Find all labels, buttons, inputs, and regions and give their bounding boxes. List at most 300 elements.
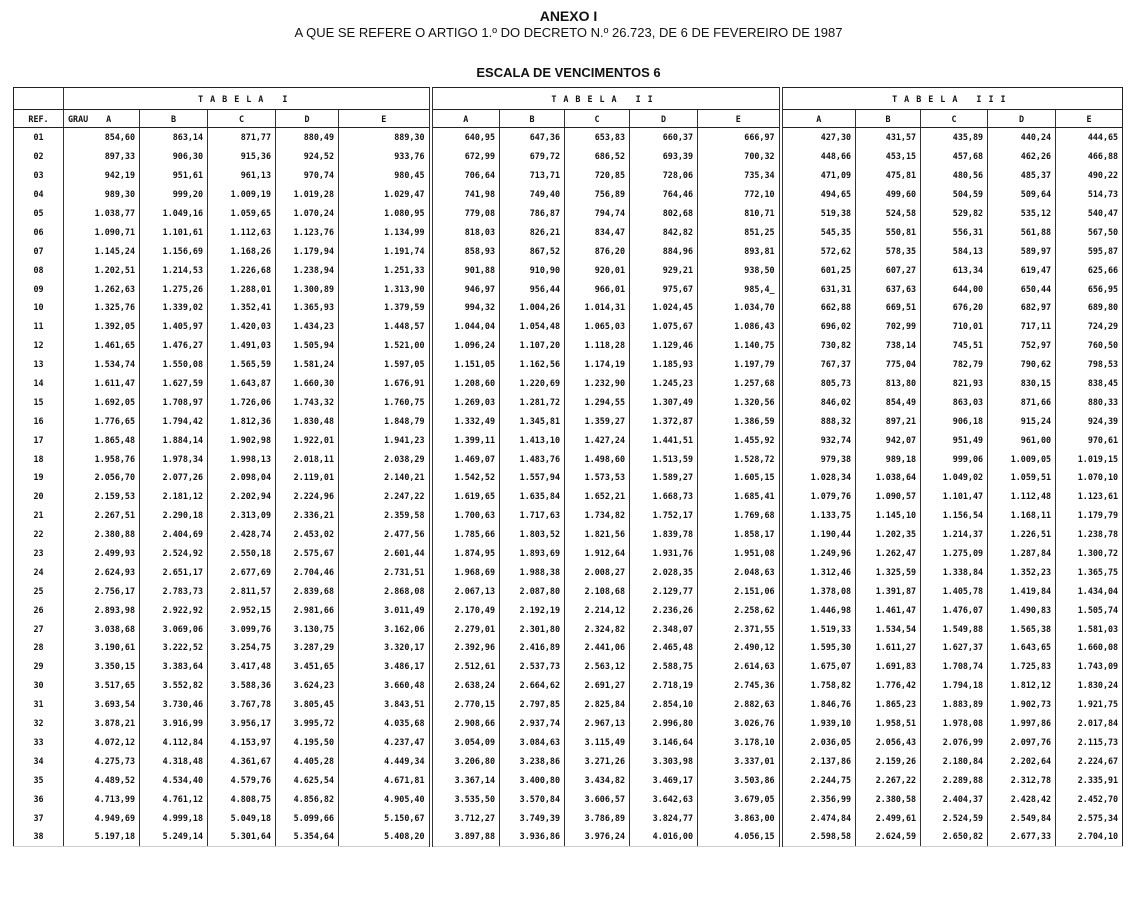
value-cell: 2.224,96 (276, 487, 339, 506)
value-cell: 2.465,48 (630, 638, 698, 657)
ref-cell: 18 (14, 449, 64, 468)
table-body (14, 128, 1123, 847)
value-cell: 2.588,75 (630, 657, 698, 676)
value-cell: 2.129,77 (630, 581, 698, 600)
value-cell: 1.208,60 (431, 374, 500, 393)
value-cell: 619,47 (988, 260, 1056, 279)
value-cell: 2.348,07 (630, 619, 698, 638)
value-cell: 1.129,46 (630, 336, 698, 355)
value-cell: 1.534,54 (856, 619, 921, 638)
value-cell: 738,14 (856, 336, 921, 355)
value-cell: 453,15 (856, 147, 921, 166)
value-cell: 1.419,84 (988, 581, 1056, 600)
value-cell: 1.565,59 (208, 355, 276, 374)
table-group-header-row (14, 88, 1123, 110)
table-row (14, 676, 1123, 695)
value-cell: 2.839,68 (276, 581, 339, 600)
table-row (14, 487, 1123, 506)
value-cell: 1.921,75 (1056, 695, 1123, 714)
value-cell: 1.123,76 (276, 222, 339, 241)
value-cell: 2.664,62 (500, 676, 565, 695)
column-header: B (856, 110, 921, 128)
value-cell: 1.498,60 (565, 449, 630, 468)
value-cell: 846,02 (781, 392, 856, 411)
value-cell: 4.856,82 (276, 789, 339, 808)
value-cell: 1.345,81 (500, 411, 565, 430)
table-row (14, 733, 1123, 752)
value-cell: 660,37 (630, 128, 698, 147)
value-cell: 2.952,15 (208, 600, 276, 619)
value-cell: 1.676,91 (339, 374, 431, 393)
value-cell: 1.865,23 (856, 695, 921, 714)
value-cell: 2.441,06 (565, 638, 630, 657)
value-cell: 2.359,58 (339, 506, 431, 525)
value-cell: 1.528,72 (698, 449, 781, 468)
value-cell: 1.893,69 (500, 544, 565, 563)
value-cell: 480,56 (921, 166, 988, 185)
value-cell: 2.882,63 (698, 695, 781, 714)
ref-cell: 11 (14, 317, 64, 336)
ref-cell: 03 (14, 166, 64, 185)
value-cell: 1.420,03 (208, 317, 276, 336)
value-cell: 1.922,01 (276, 430, 339, 449)
value-cell: 3.451,65 (276, 657, 339, 676)
value-cell: 1.338,84 (921, 562, 988, 581)
value-cell: 5.301,64 (208, 827, 276, 846)
value-cell: 2.981,66 (276, 600, 339, 619)
value-cell: 1.611,27 (856, 638, 921, 657)
value-cell: 1.505,94 (276, 336, 339, 355)
value-cell: 713,71 (500, 166, 565, 185)
value-cell: 2.524,92 (140, 544, 208, 563)
value-cell: 1.752,17 (630, 506, 698, 525)
value-cell: 2.076,99 (921, 733, 988, 752)
value-cell: 1.112,63 (208, 222, 276, 241)
value-cell: 1.941,23 (339, 430, 431, 449)
value-cell: 1.245,23 (630, 374, 698, 393)
value-cell: 893,81 (698, 241, 781, 260)
value-cell: 2.614,63 (698, 657, 781, 676)
table-row (14, 619, 1123, 638)
value-cell: 3.843,51 (339, 695, 431, 714)
value-cell: 2.180,84 (921, 751, 988, 770)
value-cell: 805,73 (781, 374, 856, 393)
value-cell: 1.589,27 (630, 468, 698, 487)
column-header: A (431, 110, 500, 128)
table-row (14, 789, 1123, 808)
value-cell: 2.512,61 (431, 657, 500, 676)
value-cell: 1.491,03 (208, 336, 276, 355)
value-cell: 1.372,87 (630, 411, 698, 430)
value-cell: 1.075,67 (630, 317, 698, 336)
value-cell: 2.038,29 (339, 449, 431, 468)
value-cell: 2.159,53 (64, 487, 140, 506)
value-cell: 1.821,56 (565, 525, 630, 544)
value-cell: 2.575,67 (276, 544, 339, 563)
value-cell: 4.761,12 (140, 789, 208, 808)
value-cell: 1.065,03 (565, 317, 630, 336)
value-cell: 2.140,21 (339, 468, 431, 487)
value-cell: 666,97 (698, 128, 781, 147)
value-cell: 1.794,42 (140, 411, 208, 430)
value-cell: 440,24 (988, 128, 1056, 147)
value-cell: 1.307,49 (630, 392, 698, 411)
value-cell: 2.691,27 (565, 676, 630, 695)
value-cell: 756,89 (565, 185, 630, 204)
value-cell: 1.505,74 (1056, 600, 1123, 619)
table-row (14, 374, 1123, 393)
value-cell: 1.220,69 (500, 374, 565, 393)
table-row (14, 241, 1123, 260)
value-cell: 5.099,66 (276, 808, 339, 827)
value-cell: 1.743,32 (276, 392, 339, 411)
value-cell: 1.004,26 (500, 298, 565, 317)
value-cell: 578,35 (856, 241, 921, 260)
value-cell: 2.380,88 (64, 525, 140, 544)
value-cell: 915,24 (988, 411, 1056, 430)
value-cell: 854,49 (856, 392, 921, 411)
value-cell: 3.271,26 (565, 751, 630, 770)
value-cell: 1.379,59 (339, 298, 431, 317)
value-cell: 3.660,48 (339, 676, 431, 695)
value-cell: 1.107,20 (500, 336, 565, 355)
ref-cell: 17 (14, 430, 64, 449)
value-cell: 1.839,78 (630, 525, 698, 544)
value-cell: 1.405,78 (921, 581, 988, 600)
column-header: E (698, 110, 781, 128)
value-cell: 3.749,39 (500, 808, 565, 827)
table-row (14, 392, 1123, 411)
value-cell: 2.159,26 (856, 751, 921, 770)
value-cell: 1.024,45 (630, 298, 698, 317)
value-cell: 1.191,74 (339, 241, 431, 260)
table-row (14, 279, 1123, 298)
value-cell: 1.275,09 (921, 544, 988, 563)
value-cell: 3.863,00 (698, 808, 781, 827)
value-cell: 1.874,95 (431, 544, 500, 563)
value-cell: 942,07 (856, 430, 921, 449)
value-cell: 2.380,58 (856, 789, 921, 808)
value-cell: 741,98 (431, 185, 500, 204)
value-cell: 1.275,26 (140, 279, 208, 298)
value-cell: 5.049,18 (208, 808, 276, 827)
column-header: E (339, 110, 431, 128)
table-row (14, 317, 1123, 336)
value-cell: 631,31 (781, 279, 856, 298)
value-cell: 924,39 (1056, 411, 1123, 430)
value-cell: 1.700,63 (431, 506, 500, 525)
value-cell: 1.059,51 (988, 468, 1056, 487)
value-cell: 1.179,79 (1056, 506, 1123, 525)
value-cell: 2.524,59 (921, 808, 988, 827)
value-cell: 1.251,33 (339, 260, 431, 279)
table-row (14, 260, 1123, 279)
value-cell: 2.170,49 (431, 600, 500, 619)
value-cell: 4.153,97 (208, 733, 276, 752)
value-cell: 607,27 (856, 260, 921, 279)
value-cell: 4.579,76 (208, 770, 276, 789)
value-cell: 4.112,84 (140, 733, 208, 752)
ref-cell: 34 (14, 751, 64, 770)
value-cell: 2.499,61 (856, 808, 921, 827)
value-cell: 3.693,54 (64, 695, 140, 714)
value-cell: 1.168,26 (208, 241, 276, 260)
value-cell: 745,51 (921, 336, 988, 355)
value-cell: 514,73 (1056, 185, 1123, 204)
ref-cell: 26 (14, 600, 64, 619)
value-cell: 676,20 (921, 298, 988, 317)
ref-cell: 10 (14, 298, 64, 317)
value-cell: 1.101,61 (140, 222, 208, 241)
value-cell: 5.408,20 (339, 827, 431, 846)
value-cell: 989,30 (64, 185, 140, 204)
value-cell: 4.361,67 (208, 751, 276, 770)
value-cell: 3.956,17 (208, 714, 276, 733)
grau-label: GRAU (68, 113, 89, 124)
value-cell: 1.461,65 (64, 336, 140, 355)
value-cell: 1.883,89 (921, 695, 988, 714)
value-cell: 466,88 (1056, 147, 1123, 166)
value-cell: 842,82 (630, 222, 698, 241)
value-cell: 779,08 (431, 204, 500, 223)
value-cell: 2.650,82 (921, 827, 988, 846)
value-cell: 524,58 (856, 204, 921, 223)
value-cell: 1.968,69 (431, 562, 500, 581)
value-cell: 2.258,62 (698, 600, 781, 619)
value-cell: 519,38 (781, 204, 856, 223)
value-cell: 2.996,80 (630, 714, 698, 733)
value-cell: 1.776,65 (64, 411, 140, 430)
ref-cell: 28 (14, 638, 64, 657)
value-cell: 1.059,65 (208, 204, 276, 223)
value-cell: 2.371,55 (698, 619, 781, 638)
value-cell: 871,77 (208, 128, 276, 147)
value-cell: 1.133,75 (781, 506, 856, 525)
value-cell: 1.660,08 (1056, 638, 1123, 657)
value-cell: 3.916,99 (140, 714, 208, 733)
value-cell: 572,62 (781, 241, 856, 260)
value-cell: 1.086,43 (698, 317, 781, 336)
ref-cell: 20 (14, 487, 64, 506)
value-cell: 3.417,48 (208, 657, 276, 676)
value-cell: 717,11 (988, 317, 1056, 336)
value-cell: 3.115,49 (565, 733, 630, 752)
value-cell: 1.070,24 (276, 204, 339, 223)
value-cell: 2.651,17 (140, 562, 208, 581)
value-cell: 720,85 (565, 166, 630, 185)
value-cell: 938,50 (698, 260, 781, 279)
value-cell: 535,12 (988, 204, 1056, 223)
value-cell: 1.427,24 (565, 430, 630, 449)
salary-scale-table (13, 87, 1123, 847)
value-cell: 3.642,63 (630, 789, 698, 808)
value-cell: 1.978,34 (140, 449, 208, 468)
ref-cell: 02 (14, 147, 64, 166)
value-cell: 1.476,27 (140, 336, 208, 355)
value-cell: 462,26 (988, 147, 1056, 166)
value-cell: 749,40 (500, 185, 565, 204)
value-cell: 1.635,84 (500, 487, 565, 506)
value-cell: 550,81 (856, 222, 921, 241)
value-cell: 601,25 (781, 260, 856, 279)
table-row (14, 714, 1123, 733)
value-cell: 2.392,96 (431, 638, 500, 657)
value-cell: 1.392,05 (64, 317, 140, 336)
value-cell: 1.483,76 (500, 449, 565, 468)
value-cell: 471,09 (781, 166, 856, 185)
value-cell: 1.332,49 (431, 411, 500, 430)
value-cell: 961,13 (208, 166, 276, 185)
value-cell: 2.474,84 (781, 808, 856, 827)
value-cell: 4.237,47 (339, 733, 431, 752)
value-cell: 1.123,61 (1056, 487, 1123, 506)
value-cell: 3.337,01 (698, 751, 781, 770)
column-a-label: A (106, 113, 112, 124)
value-cell: 4.489,52 (64, 770, 140, 789)
value-cell: 867,52 (500, 241, 565, 260)
value-cell: 951,61 (140, 166, 208, 185)
table-row (14, 638, 1123, 657)
value-cell: 1.726,06 (208, 392, 276, 411)
ref-cell: 38 (14, 827, 64, 846)
value-cell: 1.760,75 (339, 392, 431, 411)
value-cell: 970,61 (1056, 430, 1123, 449)
table-row (14, 449, 1123, 468)
ref-cell: 16 (14, 411, 64, 430)
value-cell: 2.356,99 (781, 789, 856, 808)
value-cell: 2.115,73 (1056, 733, 1123, 752)
value-cell: 1.513,59 (630, 449, 698, 468)
value-cell: 1.830,24 (1056, 676, 1123, 695)
value-cell: 735,34 (698, 166, 781, 185)
value-cell: 1.378,08 (781, 581, 856, 600)
value-cell: 1.214,53 (140, 260, 208, 279)
value-cell: 2.202,94 (208, 487, 276, 506)
value-cell: 826,21 (500, 222, 565, 241)
value-cell: 1.708,97 (140, 392, 208, 411)
value-cell: 3.130,75 (276, 619, 339, 638)
value-cell: 1.803,52 (500, 525, 565, 544)
value-cell: 2.202,64 (988, 751, 1056, 770)
value-cell: 682,97 (988, 298, 1056, 317)
value-cell: 1.794,18 (921, 676, 988, 695)
value-cell: 1.884,14 (140, 430, 208, 449)
value-cell: 3.535,50 (431, 789, 500, 808)
tabela-ii-header: TABELA II (431, 88, 781, 110)
value-cell: 2.036,05 (781, 733, 856, 752)
value-cell: 1.313,90 (339, 279, 431, 298)
value-cell: 1.692,05 (64, 392, 140, 411)
ref-cell: 08 (14, 260, 64, 279)
value-cell: 427,30 (781, 128, 856, 147)
column-header: C (565, 110, 630, 128)
value-cell: 1.534,74 (64, 355, 140, 374)
value-cell: 994,32 (431, 298, 500, 317)
value-cell: 1.691,83 (856, 657, 921, 676)
value-cell: 4.318,48 (140, 751, 208, 770)
value-cell: 3.486,17 (339, 657, 431, 676)
table-row (14, 411, 1123, 430)
value-cell: 1.080,95 (339, 204, 431, 223)
value-cell: 1.190,44 (781, 525, 856, 544)
value-cell: 2.214,12 (565, 600, 630, 619)
value-cell: 2.289,88 (921, 770, 988, 789)
column-header: C (921, 110, 988, 128)
table-row (14, 185, 1123, 204)
value-cell: 3.878,21 (64, 714, 140, 733)
value-cell: 946,97 (431, 279, 500, 298)
value-cell: 2.335,91 (1056, 770, 1123, 789)
value-cell: 1.365,75 (1056, 562, 1123, 581)
value-cell: 851,25 (698, 222, 781, 241)
value-cell: 5.197,18 (64, 827, 140, 846)
value-cell: 3.254,75 (208, 638, 276, 657)
table-row (14, 355, 1123, 374)
value-cell: 1.197,79 (698, 355, 781, 374)
value-cell: 1.581,24 (276, 355, 339, 374)
value-cell: 884,96 (630, 241, 698, 260)
value-cell: 966,01 (565, 279, 630, 298)
value-cell: 2.967,13 (565, 714, 630, 733)
value-cell: 4.625,54 (276, 770, 339, 789)
value-cell: 2.244,75 (781, 770, 856, 789)
table-row (14, 468, 1123, 487)
ref-cell: 30 (14, 676, 64, 695)
value-cell: 656,95 (1056, 279, 1123, 298)
value-cell: 1.448,57 (339, 317, 431, 336)
value-cell: 1.049,02 (921, 468, 988, 487)
value-cell: 2.598,58 (781, 827, 856, 846)
value-cell: 834,47 (565, 222, 630, 241)
value-cell: 1.320,56 (698, 392, 781, 411)
ref-cell: 01 (14, 128, 64, 147)
value-cell: 3.824,77 (630, 808, 698, 827)
value-cell: 2.825,84 (565, 695, 630, 714)
value-cell: 499,60 (856, 185, 921, 204)
value-cell: 2.098,04 (208, 468, 276, 487)
value-cell: 1.038,77 (64, 204, 140, 223)
value-cell: 2.301,80 (500, 619, 565, 638)
value-cell: 2.452,70 (1056, 789, 1123, 808)
value-cell: 1.619,65 (431, 487, 500, 506)
value-cell: 2.477,56 (339, 525, 431, 544)
value-cell: 1.519,33 (781, 619, 856, 638)
value-cell: 906,30 (140, 147, 208, 166)
value-cell: 1.958,76 (64, 449, 140, 468)
value-cell: 2.404,69 (140, 525, 208, 544)
value-cell: 906,18 (921, 411, 988, 430)
value-cell: 4.035,68 (339, 714, 431, 733)
value-cell: 2.192,19 (500, 600, 565, 619)
value-cell: 810,71 (698, 204, 781, 223)
value-cell: 1.988,38 (500, 562, 565, 581)
value-cell: 2.624,59 (856, 827, 921, 846)
table-row (14, 770, 1123, 789)
value-cell: 3.287,29 (276, 638, 339, 657)
value-cell: 970,74 (276, 166, 339, 185)
value-cell: 1.300,72 (1056, 544, 1123, 563)
ref-cell: 27 (14, 619, 64, 638)
value-cell: 5.249,14 (140, 827, 208, 846)
ref-cell: 36 (14, 789, 64, 808)
value-cell: 951,49 (921, 430, 988, 449)
value-cell: 4.072,12 (64, 733, 140, 752)
value-cell: 1.399,11 (431, 430, 500, 449)
value-cell: 1.262,47 (856, 544, 921, 563)
value-cell: 3.162,06 (339, 619, 431, 638)
value-cell: 3.767,78 (208, 695, 276, 714)
ref-cell: 06 (14, 222, 64, 241)
